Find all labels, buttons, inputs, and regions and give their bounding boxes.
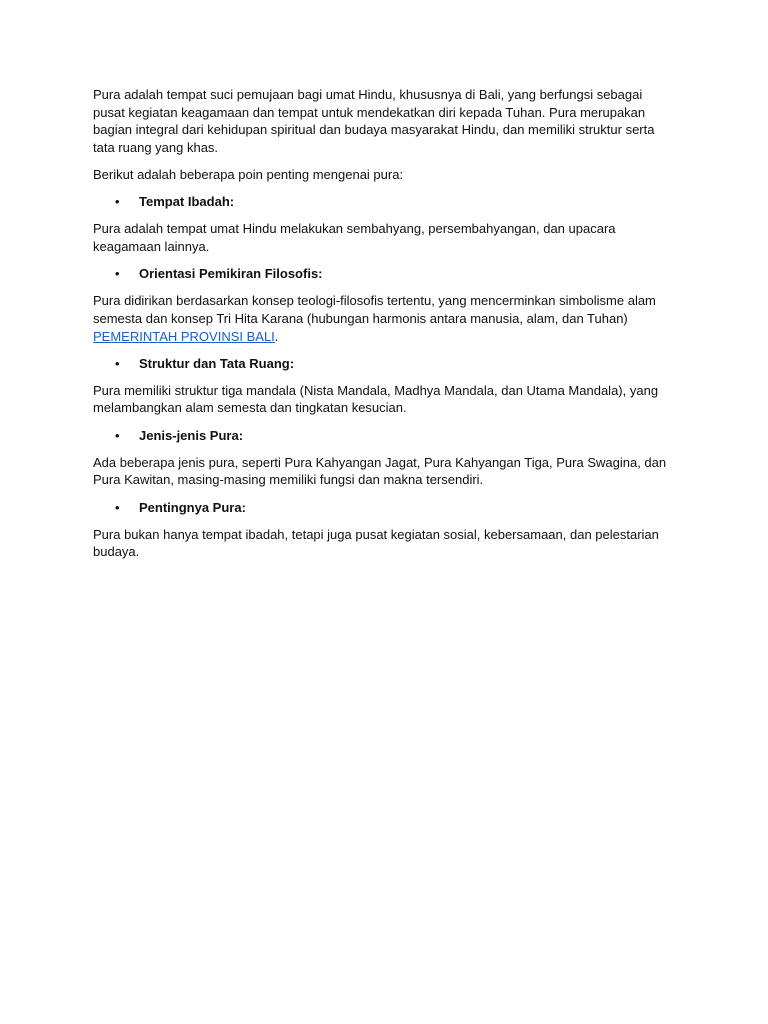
bullet-item-orientasi-pemikiran — [93, 265, 677, 283]
section-paragraph: Pura bukan hanya tempat ibadah, tetapi juga pusat kegiatan sosial, kebersamaan, dan pelestarian budaya. — [93, 526, 659, 560]
document-page — [93, 86, 677, 571]
bullet-heading: Jenis-jenis Pura: — [139, 427, 244, 443]
bullet-item-tempat-ibadah — [93, 193, 677, 211]
bullet-dot-icon: • — [115, 427, 120, 443]
bullet-heading: Pentingnya Pura: — [139, 499, 246, 515]
section-paragraph: Ada beberapa jenis pura, seperti Pura Kahyangan Jagat, Pura Kahyangan Tiga, Pura Swagina, dan Pura Kawitan, masing-masing memiliki fungsi dan makna tersendiri. — [93, 454, 667, 488]
bullet-dot-icon: • — [115, 499, 120, 515]
bullet-dot-icon: • — [115, 355, 120, 371]
link-suffix: . — [274, 328, 279, 344]
source-link[interactable]: PEMERINTAH PROVINSI BALI — [93, 328, 275, 344]
bullet-dot-icon: • — [115, 194, 120, 210]
bullet-dot-icon: • — [115, 266, 120, 282]
section-paragraph: Pura memiliki struktur tiga mandala (Nista Mandala, Madhya Mandala, dan Utama Mandala), yang melambangkan alam semesta dan tingkatan kesucian. — [93, 382, 659, 416]
section-paragraph: Pura adalah tempat umat Hindu melakukan sembahyang, persembahyangan, dan upacara keagamaan lainnya. — [93, 221, 616, 254]
lead-paragraph: Berikut adalah beberapa poin penting mengenai pura: — [93, 166, 404, 182]
bullet-heading: Struktur dan Tata Ruang: — [139, 355, 295, 371]
bullet-heading: Orientasi Pemikiran Filosofis: — [139, 266, 323, 282]
bullet-heading: Tempat Ibadah: — [139, 194, 235, 210]
bullet-item-pentingnya-pura — [93, 499, 677, 517]
bullet-item-jenis-pura — [93, 427, 677, 445]
section-paragraph — [93, 292, 677, 345]
section-text: Pura didirikan berdasarkan konsep teologi-filosofis tertentu, yang mencerminkan simbolisme alam semesta dan konsep Tri Hita Karana (hubungan harmonis antara manusia, alam, dan Tuhan) — [93, 293, 656, 326]
bullet-item-struktur-tata-ruang — [93, 355, 677, 373]
intro-paragraph: Pura adalah tempat suci pemujaan bagi umat Hindu, khususnya di Bali, yang berfungsi sebagai pusat kegiatan keagamaan dan tempat untuk mendekatkan diri kepada Tuhan. Pura merupakan bagian integral dari kehidupan spiritual dan budaya masyarakat Hindu, dan memiliki struktur serta tata ruang yang khas. — [93, 87, 655, 155]
